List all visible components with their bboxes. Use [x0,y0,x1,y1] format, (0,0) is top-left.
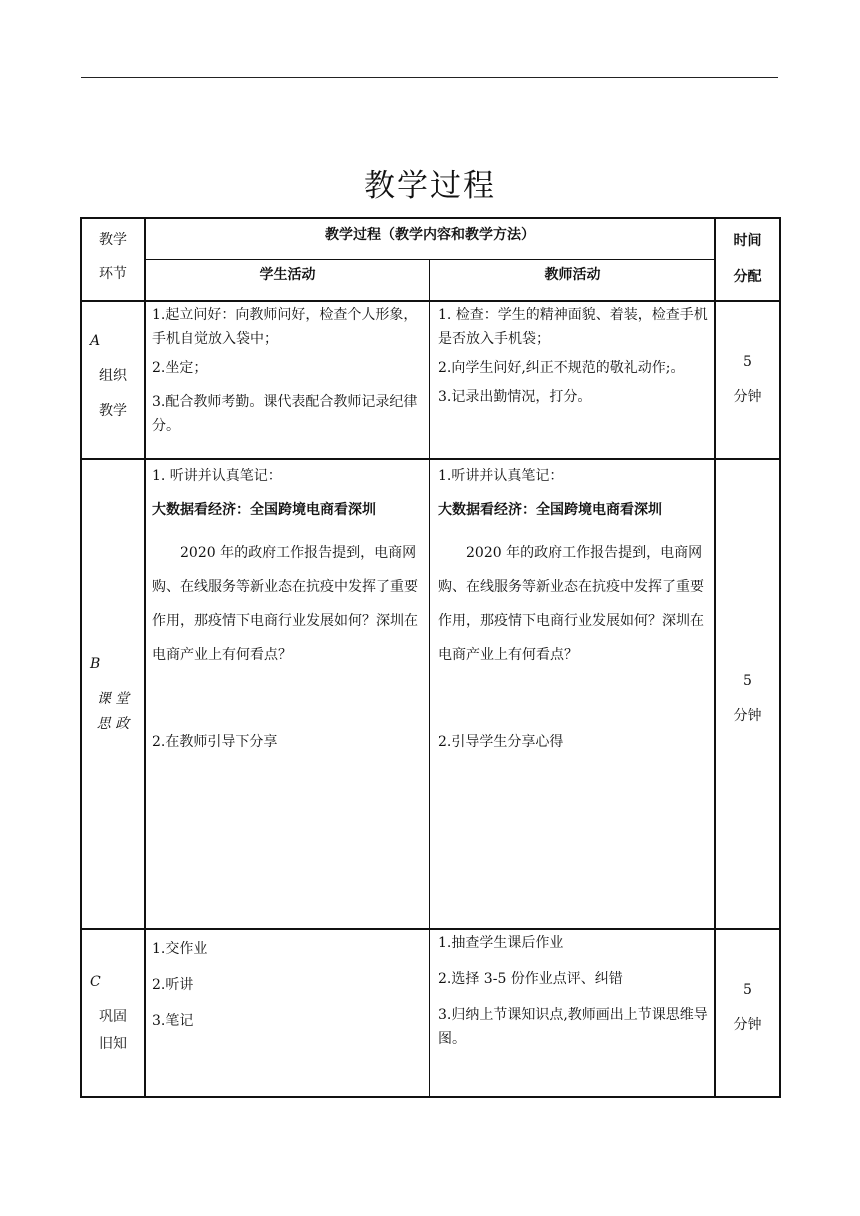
teacher-activity-c [438,931,710,1051]
table-border-bottom [80,1096,780,1098]
table-border-right [779,217,781,1098]
activity-item: 2.向学生问好,纠正不规范的敬礼动作;。 [438,360,685,376]
activity-item: 1.起立问好：向教师问好，检查个人形象，手机自觉放入袋中； [152,307,418,347]
activity-item: 2.听讲 [152,977,194,993]
activity-item: 1.听讲并认真笔记： [438,468,564,484]
activity-heading: 大数据看经济：全国跨境电商看深圳 [438,502,662,518]
time-unit: 分钟 [733,708,762,724]
teacher-activity-a [438,303,710,409]
activity-item: 1. 听讲并认真笔记： [152,468,282,484]
stage-b [82,647,144,742]
activity-heading: 大数据看经济：全国跨境电商看深圳 [152,502,376,518]
header-teacher: 教师活动 [544,267,601,283]
time-unit: 分钟 [733,1017,762,1033]
activity-item: 1. 检查：学生的精神面貌、着装，检查手机是否放入手机袋； [438,307,708,347]
activity-item: 1.交作业 [152,941,208,957]
header-process: 教学过程（教学内容和教学方法） [325,227,535,243]
header-stage [82,223,144,291]
activity-item: 2.坐定； [152,360,208,376]
time-unit: 分钟 [733,389,762,405]
stage-name-line: 思 政 [96,716,130,732]
activity-item: 3.笔记 [152,1013,194,1029]
stage-a [82,324,144,429]
student-activity-a [152,303,424,438]
activity-item: 3.配合教师考勤。课代表配合教师记录纪律分。 [152,394,418,434]
header-time-line: 分配 [733,269,762,285]
time-a [716,345,779,415]
header-time [716,223,779,295]
time-b [716,664,779,734]
column-divider [144,217,146,1098]
stage-c [82,965,144,1062]
stage-name-line: 组织 [99,368,127,384]
header-stage-line: 环节 [99,266,127,282]
activity-item: 2.在教师引导下分享 [152,734,278,750]
stage-name-line: 旧知 [99,1036,127,1052]
stage-name-line: 课 堂 [96,691,130,707]
activity-item: 1.抽查学生课后作业 [438,935,564,951]
activity-item: 3.记录出勤情况，打分。 [438,389,592,405]
stage-letter: B [90,656,101,672]
header-student: 学生活动 [259,267,316,283]
activity-paragraph: 2020 年的政府工作报告提到，电商网购、在线服务等新业态在抗疫中发挥了重要作用，那疫情下电商行业发展如何？深圳在电商产业上有何看点？ [438,545,704,663]
header-time-line: 时间 [733,233,762,249]
activity-item: 2.选择 3-5 份作业点评、纠错 [438,971,623,987]
row-divider [80,458,780,460]
activity-item: 2.引导学生分享心得 [438,734,564,750]
activity-paragraph: 2020 年的政府工作报告提到，电商网购、在线服务等新业态在抗疫中发挥了重要作用，那疫情下电商行业发展如何？深圳在电商产业上有何看点？ [152,545,418,663]
time-value: 5 [743,982,752,998]
student-activity-c [152,931,424,1039]
activity-item: 3.归纳上节课知识点,教师画出上节课思维导图。 [438,1007,708,1047]
header-rule [81,77,778,78]
student-activity-b [152,464,424,754]
row-divider [80,928,780,930]
time-value: 5 [743,673,752,689]
page-title: 教学过程 [364,168,496,204]
stage-name-line: 巩固 [99,1009,127,1025]
column-divider [429,259,430,1098]
row-divider [80,300,780,302]
stage-name-line: 教学 [99,403,127,419]
time-c [716,973,779,1043]
teacher-activity-b [438,464,710,754]
lesson-table [80,217,780,1098]
stage-letter: A [90,333,101,349]
stage-letter: C [90,974,101,990]
table-border-top [80,217,780,219]
time-value: 5 [743,354,752,370]
header-stage-line: 教学 [99,232,127,248]
